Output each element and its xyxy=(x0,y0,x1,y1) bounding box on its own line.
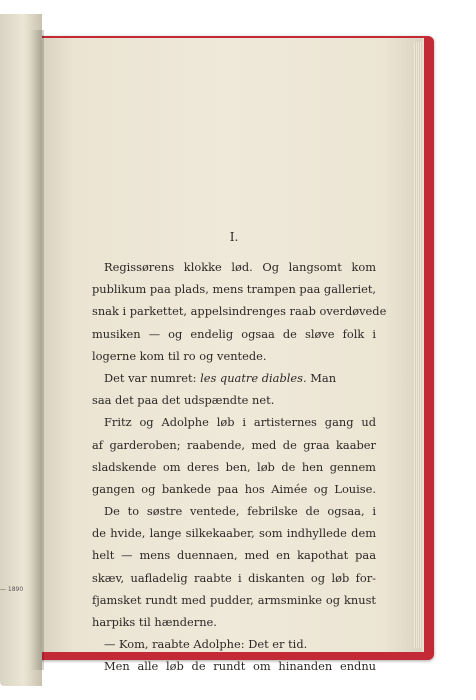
text-line xyxy=(92,633,376,655)
text-line xyxy=(92,522,376,544)
text-line-tail: Man xyxy=(310,370,337,385)
text-line xyxy=(92,300,387,322)
text-line xyxy=(92,500,376,522)
text-line xyxy=(92,323,376,345)
text-line-content: helt — mens duennaen, med en kapothat paa xyxy=(92,548,376,563)
text-line-content: de hvide, lange silkekaaber, som indhyllede dem xyxy=(92,526,376,541)
text-line-content: musiken — og endelig ogsaa de sløve folk i xyxy=(92,326,376,341)
text-line xyxy=(92,567,376,589)
text-line xyxy=(92,389,376,411)
text-line xyxy=(92,256,376,278)
text-line-content: Men alle løb de rundt om hinanden endnu xyxy=(104,659,376,674)
gutter-shadow xyxy=(30,30,44,670)
text-line-content: Regissørens klokke lød. Og langsomt kom xyxy=(104,260,376,274)
text-line-content: Fritz og Adolphe løb i artisternes gang ud xyxy=(104,415,376,430)
text-line-content: — Kom, raabte Adolphe: Det er tid. xyxy=(104,637,308,652)
text-line-content: sladskende om deres ben, løb de hen gennem xyxy=(92,459,376,474)
page-edge xyxy=(414,42,422,648)
italic-title: les quatre diables. xyxy=(200,370,307,385)
text-line-content: snak i parkettet, appelsindrenges raab overdøvede xyxy=(92,304,387,319)
text-line-content: logerne kom til ro og ventede. xyxy=(92,348,267,363)
text-line-content: skæv, uafladelig raabte i diskanten og løb for- xyxy=(92,570,376,585)
text-line xyxy=(92,611,376,633)
text-line xyxy=(92,589,376,611)
text-line xyxy=(92,345,376,367)
chapter-number: I. xyxy=(229,230,239,244)
text-line xyxy=(92,278,376,300)
text-line xyxy=(92,655,376,677)
text-line xyxy=(92,434,376,456)
text-line-content: saa det paa det udspændte net. xyxy=(92,393,275,408)
text-lines xyxy=(92,256,387,678)
page-text xyxy=(92,226,387,678)
text-line xyxy=(92,411,376,433)
text-line-content: De to søstre ventede, febrilske de ogsaa, i xyxy=(104,504,376,519)
text-line-content: publikum paa plads, mens trampen paa galleriet, xyxy=(92,282,377,297)
text-line xyxy=(92,456,376,478)
text-line-content: Det var numret: xyxy=(104,370,197,385)
text-line-content: harpiks til hænderne. xyxy=(92,615,217,629)
text-line xyxy=(92,544,376,566)
text-line-content: gangen og bankede paa hos Aimée og Louise. xyxy=(92,481,376,496)
text-line xyxy=(92,478,376,500)
text-line-content: af garderoben; raabende, med de graa kaaber xyxy=(92,437,376,452)
text-line xyxy=(92,367,376,389)
gutter-mark: — 1890 xyxy=(0,586,24,593)
text-line-content: fjamsket rundt med pudder, armsminke og knust xyxy=(92,592,376,607)
